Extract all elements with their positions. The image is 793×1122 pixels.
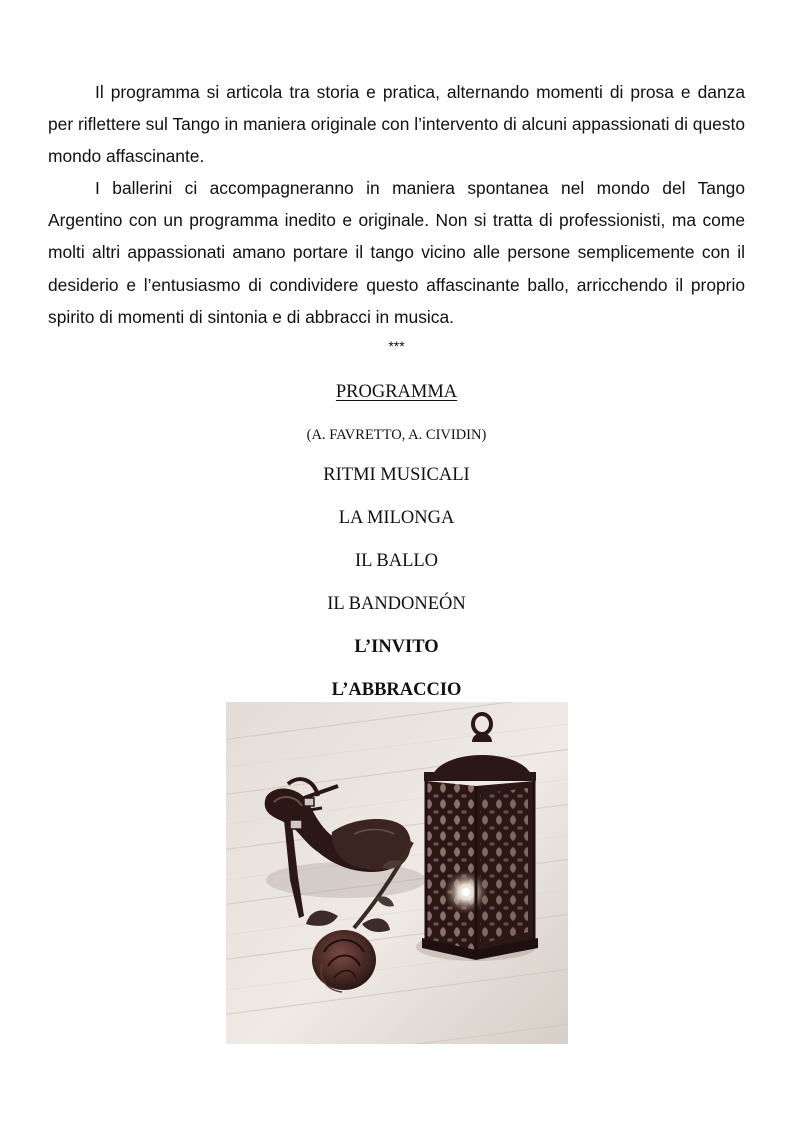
program-item: IL BALLO <box>354 551 439 571</box>
program-item: L’INVITO <box>354 637 439 657</box>
intro-text <box>48 76 745 333</box>
program-item: RITMI MUSICALI <box>323 465 470 485</box>
section-separator: *** <box>388 338 405 354</box>
program-item: L’ABBRACCIO <box>331 680 462 700</box>
paragraph-2: I ballerini ci accompagneranno in maniera spontanea nel mondo del Tango Argentino con un programma inedito e originale. Non si tratta di professionisti, ma come molti altri appassionati amano portare il tango vicino alle persone semplicemente con il desiderio e l’entusiasmo di condividere questo affascinante ballo, arricchendo il proprio spirito di momenti di sintonia e di abbracci in musica. <box>48 178 745 327</box>
program-item: IL BANDONEÓN <box>327 594 466 614</box>
tango-photo <box>226 702 568 1044</box>
program-item: LA MILONGA <box>338 508 455 528</box>
program-title: PROGRAMMA <box>335 382 458 402</box>
paragraph-1: Il programma si articola tra storia e pratica, alternando momenti di prosa e danza per riflettere sul Tango in maniera originale con l’intervento di alcuni appassionati di questo mondo affascinante. <box>48 82 745 167</box>
program-authors: (A. FAVRETTO, A. CIVIDIN) <box>306 427 487 443</box>
